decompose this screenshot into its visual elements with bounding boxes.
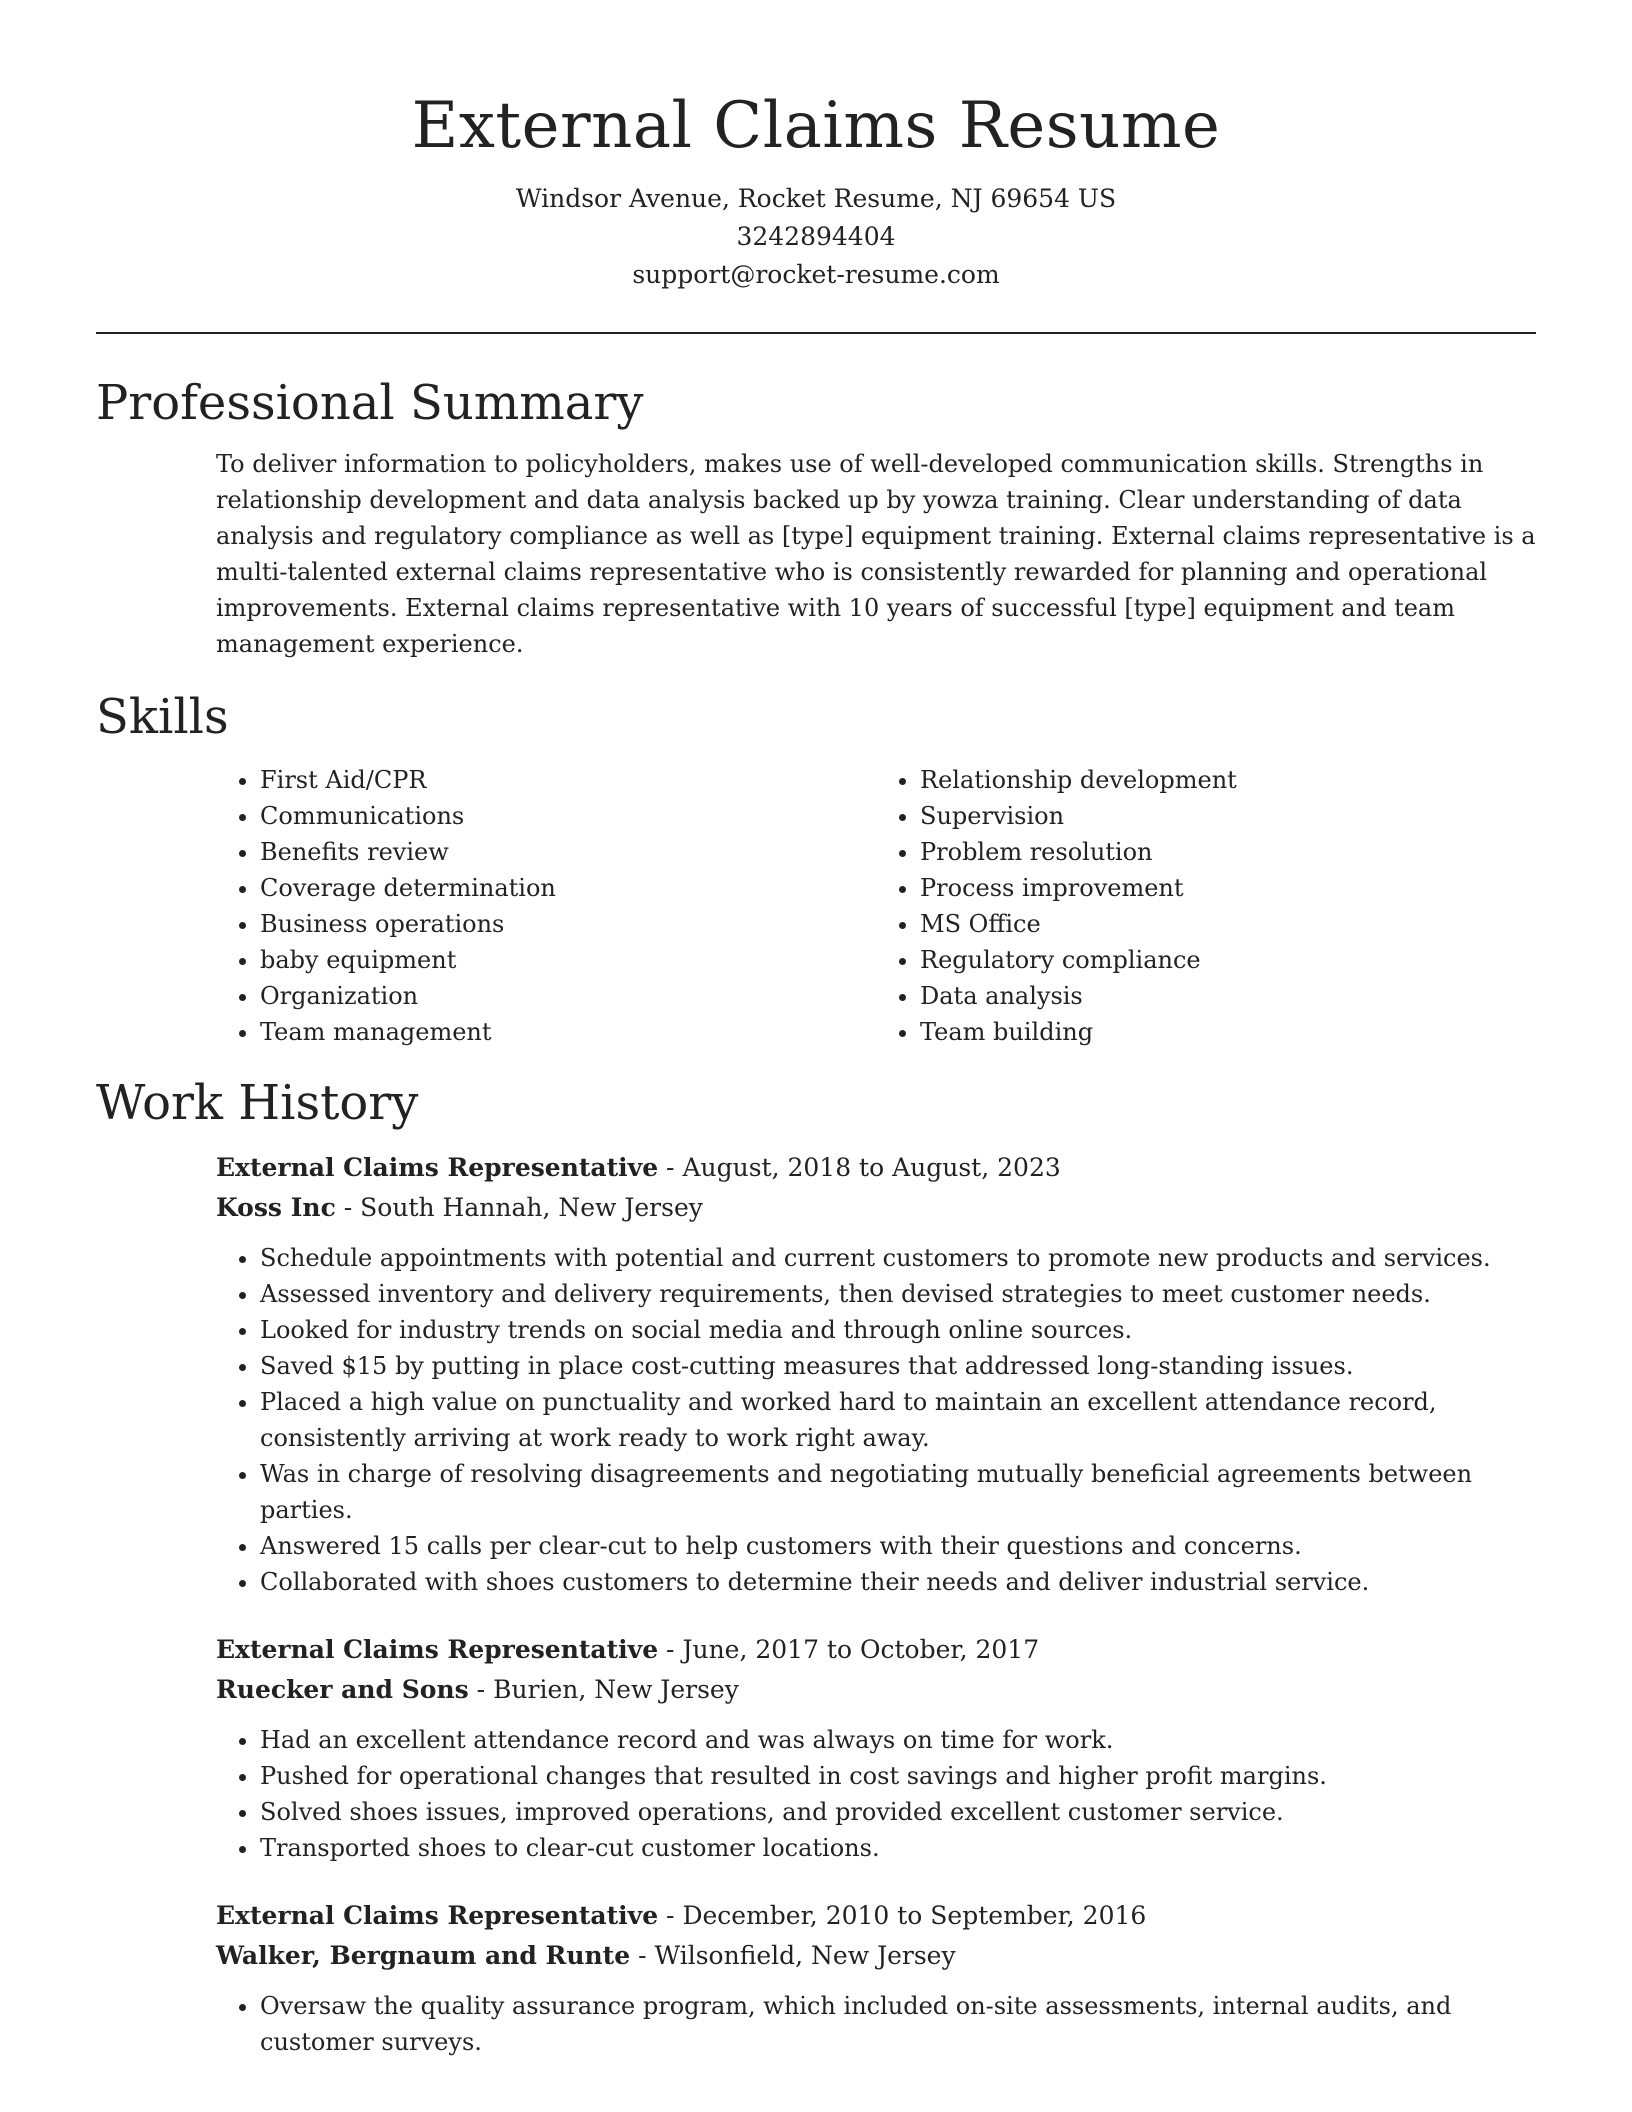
job-bullet: • Saved $15 by putting in place cost-cutting measures that addressed long-standing issues. — [260, 1348, 1536, 1384]
job-location: Wilsonfield, New Jersey — [654, 1941, 956, 1970]
skill-item: • Benefits review — [260, 834, 876, 870]
skill-item: • Coverage determination — [260, 870, 876, 906]
skill-item: • MS Office — [920, 906, 1536, 942]
skill-item: • Relationship development — [920, 762, 1536, 798]
job-position: External Claims Representative — [216, 1901, 659, 1930]
job-bullet: • Schedule appointments with potential and current customers to promote new products and services. — [260, 1240, 1536, 1276]
job-company-line — [216, 1936, 1536, 1976]
job-title-line — [216, 1896, 1536, 1936]
skill-item: • Communications — [260, 798, 876, 834]
job-bullet: • Placed a high value on punctuality and worked hard to maintain an excellent attendance record, consistently arriving at work ready to work right away. — [260, 1384, 1536, 1456]
job-bullet: • Collaborated with shoes customers to determine their needs and deliver industrial service. — [260, 1564, 1536, 1600]
job-bullet: • Answered 15 calls per clear-cut to help customers with their questions and concerns. — [260, 1528, 1536, 1564]
job-title-line — [216, 1630, 1536, 1670]
job-company-line — [216, 1670, 1536, 1710]
job-bullet: • Solved shoes issues, improved operations, and provided excellent customer service. — [260, 1794, 1536, 1830]
skills-grid — [96, 762, 1536, 1050]
skills-heading: Skills — [96, 689, 229, 745]
job-company: Koss Inc — [216, 1193, 336, 1222]
job-entry — [96, 1148, 1536, 1600]
skill-item: • Organization — [260, 978, 876, 1014]
job-entry — [96, 1896, 1536, 2060]
skill-item: • Business operations — [260, 906, 876, 942]
skill-item: • Team building — [920, 1014, 1536, 1050]
professional-summary-heading: Professional Summary — [96, 375, 644, 431]
separator: - — [335, 1193, 361, 1222]
skill-item: • Data analysis — [920, 978, 1536, 1014]
skill-item: • Process improvement — [920, 870, 1536, 906]
job-position: External Claims Representative — [216, 1153, 659, 1182]
skill-item: • Team management — [260, 1014, 876, 1050]
job-position: External Claims Representative — [216, 1635, 659, 1664]
job-entry — [96, 1630, 1536, 1866]
job-bullet: • Transported shoes to clear-cut customer locations. — [260, 1830, 1536, 1866]
work-history-section — [96, 1072, 1536, 2060]
job-bullets — [216, 1988, 1536, 2060]
job-bullet: • Had an excellent attendance record and was always on time for work. — [260, 1722, 1536, 1758]
separator: - — [468, 1675, 494, 1704]
professional-summary-section — [96, 372, 1536, 662]
contact-address: Windsor Avenue, Rocket Resume, NJ 69654 US — [515, 184, 1117, 213]
skills-list-left — [216, 762, 876, 1050]
skill-item: • Supervision — [920, 798, 1536, 834]
separator: - — [658, 1635, 683, 1664]
professional-summary-text: To deliver information to policyholders, makes use of well-developed communication skills. Strengths in relationship development and data analysis backed up by yowza training. Clear understanding of data analysis and regulatory compliance as well as [type] equipment training. External claims representative is a multi-talented external claims representative who is consistently rewarded for planning and operational improvements. External claims representative with 10 years of successful [type] equipment and team management experience. — [216, 450, 1536, 658]
job-bullets — [216, 1722, 1536, 1866]
skill-item: • baby equipment — [260, 942, 876, 978]
job-bullet: • Looked for industry trends on social media and through online sources. — [260, 1312, 1536, 1348]
skills-list-right — [876, 762, 1536, 1050]
job-bullet: • Assessed inventory and delivery requirements, then devised strategies to meet customer needs. — [260, 1276, 1536, 1312]
resume-title: External Claims Resume — [411, 89, 1221, 163]
job-dates: August, 2018 to August, 2023 — [682, 1153, 1061, 1182]
job-location: Burien, New Jersey — [493, 1675, 739, 1704]
skill-item: • Regulatory compliance — [920, 942, 1536, 978]
skills-section — [96, 686, 1536, 1050]
job-bullet: • Pushed for operational changes that resulted in cost savings and higher profit margins. — [260, 1758, 1536, 1794]
job-company: Walker, Bergnaum and Runte — [216, 1941, 631, 1970]
skill-item: • First Aid/CPR — [260, 762, 876, 798]
separator: - — [658, 1901, 683, 1930]
contact-phone: 3242894404 — [736, 222, 896, 251]
resume-header — [0, 0, 1632, 294]
skill-item: • Problem resolution — [920, 834, 1536, 870]
separator: - — [658, 1153, 683, 1182]
job-bullets — [216, 1240, 1536, 1600]
job-dates: June, 2017 to October, 2017 — [682, 1635, 1040, 1664]
separator: - — [630, 1941, 655, 1970]
job-dates: December, 2010 to September, 2016 — [682, 1901, 1147, 1930]
job-company-line — [216, 1188, 1536, 1228]
header-divider — [96, 332, 1536, 334]
work-history-heading: Work History — [96, 1075, 419, 1131]
job-company: Ruecker and Sons — [216, 1675, 469, 1704]
contact-email: support@rocket-resume.com — [632, 260, 1000, 289]
job-location: South Hannah, New Jersey — [360, 1193, 703, 1222]
job-bullet: • Oversaw the quality assurance program, which included on-site assessments, internal audits, and customer surveys. — [260, 1988, 1536, 2060]
job-bullet: • Was in charge of resolving disagreements and negotiating mutually beneficial agreements between parties. — [260, 1456, 1536, 1528]
job-title-line — [216, 1148, 1536, 1188]
